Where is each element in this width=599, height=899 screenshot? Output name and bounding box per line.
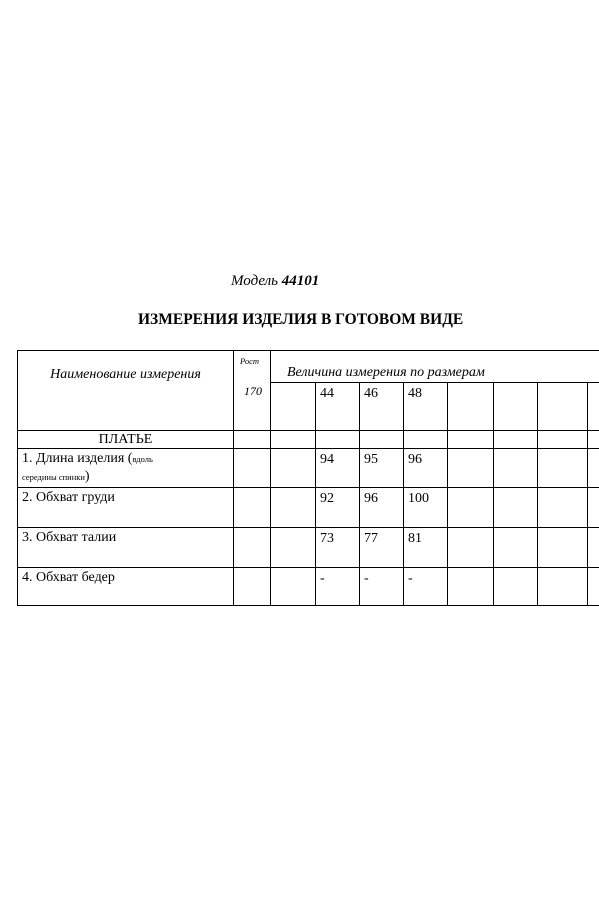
- section-dress: ПЛАТЬЕ: [18, 431, 234, 449]
- value-cell: 81: [404, 528, 448, 568]
- table-row: [18, 568, 599, 606]
- header-size-empty: [271, 383, 316, 431]
- empty-cell: [448, 568, 494, 606]
- header-name-column: Наименование измерения: [18, 351, 234, 431]
- measurements-table: [17, 350, 599, 606]
- empty-cell: [494, 449, 538, 488]
- header-size-empty: [448, 383, 494, 431]
- header-row-top: [18, 351, 599, 383]
- value-cell: 94: [316, 449, 360, 488]
- empty-cell: [360, 431, 404, 449]
- header-sizes-title: Величина измерения по размерам: [271, 351, 599, 383]
- value-cell: 77: [360, 528, 404, 568]
- empty-cell: [538, 528, 588, 568]
- empty-cell: [494, 568, 538, 606]
- empty-cell: [271, 488, 316, 528]
- empty-cell: [404, 431, 448, 449]
- header-size-48: 48: [404, 383, 448, 431]
- empty-cell: [234, 431, 271, 449]
- empty-cell: [494, 488, 538, 528]
- value-cell: 95: [360, 449, 404, 488]
- empty-cell: [234, 528, 271, 568]
- empty-cell: [588, 449, 599, 488]
- empty-cell: [448, 449, 494, 488]
- empty-cell: [316, 431, 360, 449]
- table-row: [18, 488, 599, 528]
- header-height-value: 170: [244, 384, 262, 398]
- empty-cell: [588, 568, 599, 606]
- model-number: 44101: [281, 273, 320, 289]
- header-size-empty: [538, 383, 588, 431]
- table-row: [18, 449, 599, 488]
- empty-cell: [448, 488, 494, 528]
- value-cell: 92: [316, 488, 360, 528]
- value-cell: 96: [360, 488, 404, 528]
- value-cell: 96: [404, 449, 448, 488]
- value-cell: 100: [404, 488, 448, 528]
- empty-cell: [588, 431, 599, 449]
- header-height-cell: [234, 351, 271, 431]
- header-height-label: Рост: [240, 356, 260, 366]
- header-size-46: 46: [360, 383, 404, 431]
- empty-cell: [234, 568, 271, 606]
- empty-cell: [448, 431, 494, 449]
- header-size-empty: [588, 383, 599, 431]
- empty-cell: [234, 488, 271, 528]
- empty-cell: [494, 431, 538, 449]
- row-label: 1. Длина изделия (вдоль середины спинки): [18, 449, 234, 488]
- row-label: 2. Обхват груди: [18, 488, 234, 528]
- empty-cell: [538, 449, 588, 488]
- empty-cell: [538, 568, 588, 606]
- empty-cell: [538, 488, 588, 528]
- empty-cell: [448, 528, 494, 568]
- table-row: [18, 528, 599, 568]
- model-label: Модель: [231, 273, 279, 289]
- empty-cell: [588, 488, 599, 528]
- document-title: ИЗМЕРЕНИЯ ИЗДЕЛИЯ В ГОТОВОМ ВИДЕ: [138, 311, 464, 328]
- empty-cell: [234, 449, 271, 488]
- value-cell: -: [316, 568, 360, 606]
- model-line: [231, 273, 319, 290]
- value-cell: -: [404, 568, 448, 606]
- header-size-44: 44: [316, 383, 360, 431]
- empty-cell: [271, 431, 316, 449]
- value-cell: 73: [316, 528, 360, 568]
- empty-cell: [271, 449, 316, 488]
- header-size-empty: [494, 383, 538, 431]
- empty-cell: [271, 568, 316, 606]
- section-row: [18, 431, 599, 449]
- empty-cell: [538, 431, 588, 449]
- row-label: 3. Обхват талии: [18, 528, 234, 568]
- value-cell: -: [360, 568, 404, 606]
- row-label: 4. Обхват бедер: [18, 568, 234, 606]
- empty-cell: [494, 528, 538, 568]
- empty-cell: [588, 528, 599, 568]
- empty-cell: [271, 528, 316, 568]
